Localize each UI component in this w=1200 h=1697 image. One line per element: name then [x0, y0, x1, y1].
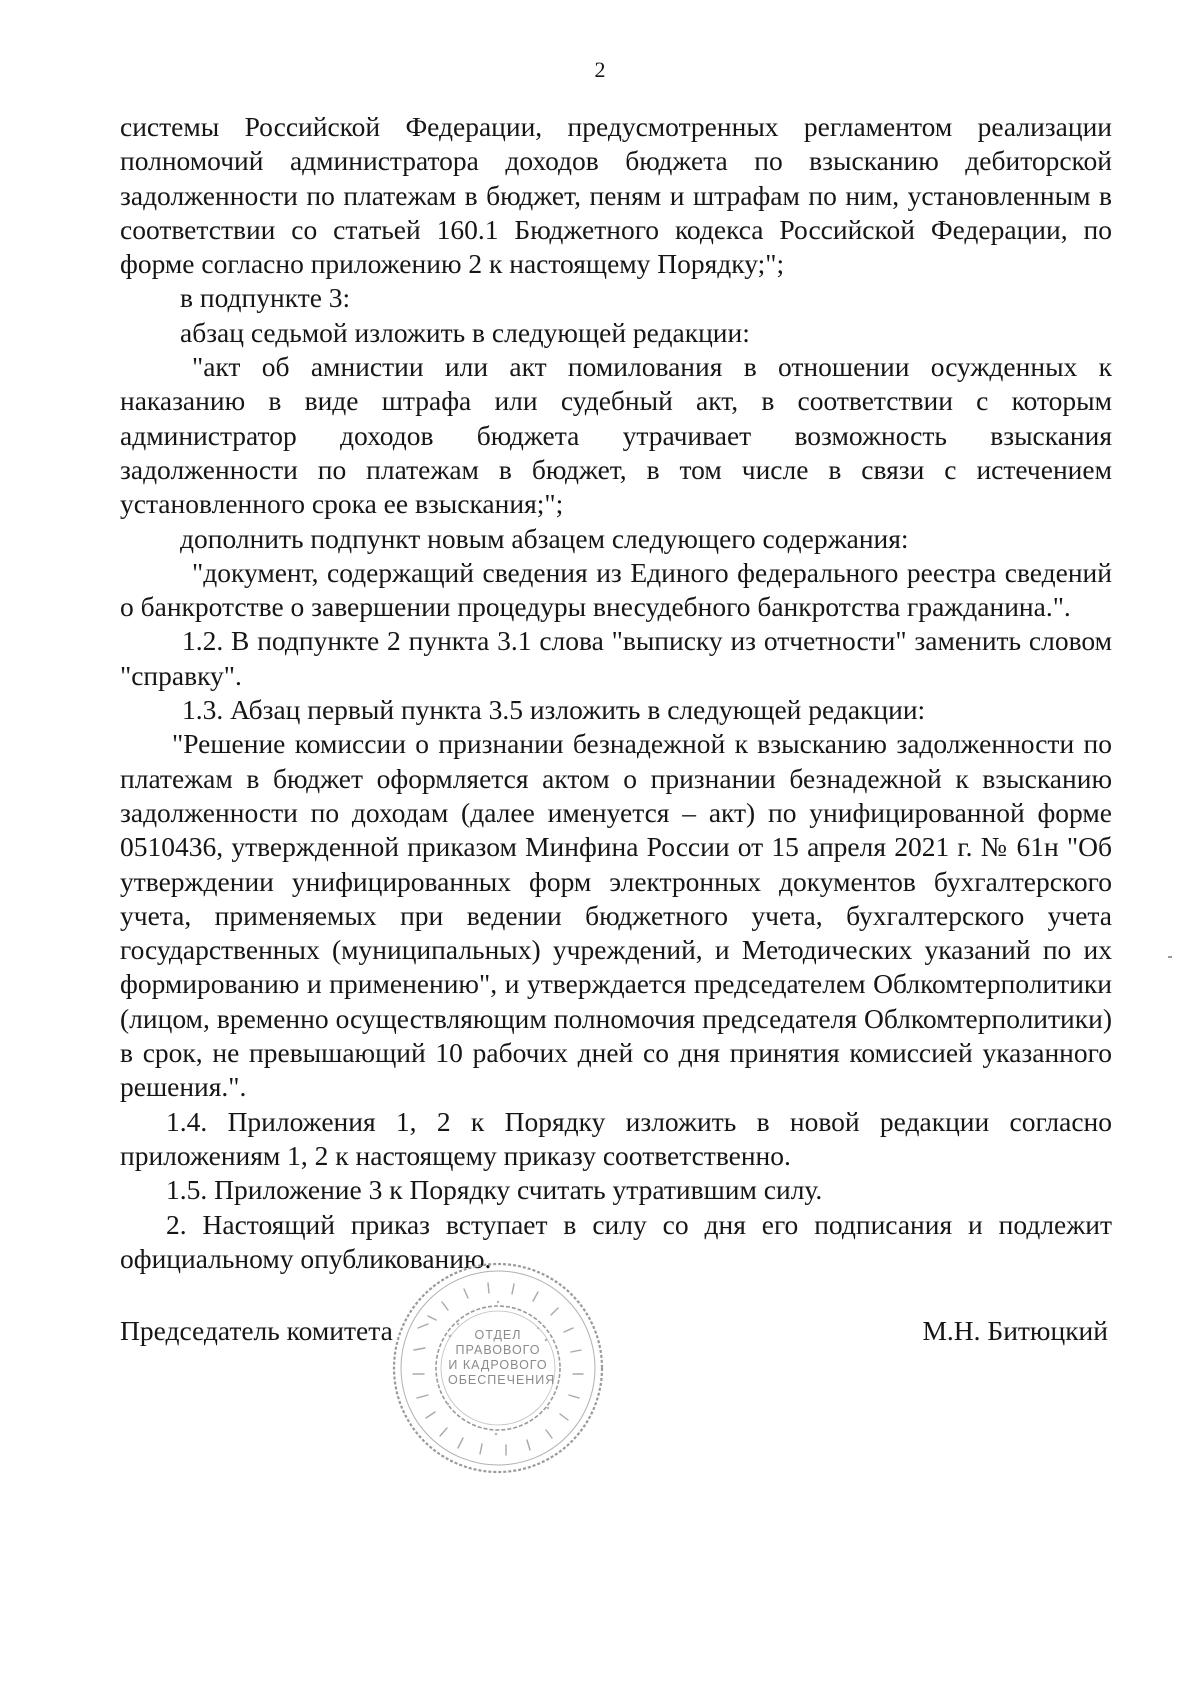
paragraph-subitem-3: в подпункте 3:: [180, 282, 351, 314]
paragraph-2: 2. Настоящий приказ вступает в силу со дня его подписания и подлежит официальному опубликованию.: [120, 1208, 1112, 1274]
signatory-name: М.Н. Битюцкий: [922, 1315, 1108, 1346]
stamp-line: ОБЕСПЕЧЕНИЯ: [448, 1373, 556, 1387]
stamp-line: И КАДРОВОГО: [448, 1358, 548, 1372]
stamp-text: [448, 1328, 556, 1388]
paragraph-quote-bankruptcy: "документ, содержащий сведения из Единого федерального реестра сведений о банкротстве о завершении процедуры внесудебного банкротства гражданина.".: [120, 556, 1112, 623]
stamp-line: ОТДЕЛ: [474, 1328, 522, 1342]
paragraph-continuation: системы Российской Федерации, предусмотренных регламентом реализации полномочий администратора доходов бюджета по взысканию дебиторской задолженности по платежам в бюджет, пеням и штрафам по ним, установленным в соответствии со статьей 160.1 Бюджетного кодекса Российской Федерации, по форме согласно приложению 2 к настоящему Порядку;";: [120, 111, 1112, 280]
paragraph-quote-decision: "Решение комиссии о признании безнадежной к взысканию задолженности по платежам в бюджет оформляется актом о признании безнадежной к взысканию задолженности по доходам (далее именуется – акт) по унифицированной форме 0510436, утвержденной приказом Минфина России от 15 апреля 2021 г. № 61н "Об утверждении унифицированных форм электронных документов бухгалтерского учета, применяемых при ведении бюджетного учета, бухгалтерского учета государственных (муниципальных) учреждений, и Методических указаний по их формированию и применению", и утверждается председателем Облкомтерполитики (лицом, временно осуществляющим полномочия председателя Облкомтерполитики) в срок, не превышающий 10 рабочих дней со дня принятия комиссией указанного решения.".: [120, 728, 1112, 1103]
paragraph-1-5: 1.5. Приложение 3 к Порядку считать утратившим силу.: [166, 1174, 823, 1206]
scan-speck: [1168, 956, 1172, 958]
paragraph-1-2: 1.2. В подпункте 2 пункта 3.1 слова "выписку из отчетности" заменить словом "справку".: [120, 625, 1112, 691]
paragraph-quote-amnesty: "акт об амнистии или акт помилования в отношении осужденных к наказанию в виде штрафа или судебный акт, в соответствии с которым администратор доходов бюджета утрачивает возможность взыскания задолженности по платежам в бюджет, в том числе в связи с истечением установленного срока ее взыскания;";: [120, 351, 1112, 520]
official-stamp: [388, 1258, 608, 1478]
paragraph-add-abzac: дополнить подпункт новым абзацем следующего содержания:: [180, 522, 909, 554]
signatory-position: Председатель комитета: [120, 1315, 393, 1346]
paragraph-1-4: 1.4. Приложения 1, 2 к Порядку изложить в новой редакции согласно приложениям 1, 2 к настоящему приказу соответственно.: [120, 1105, 1112, 1171]
paragraph-1-3: 1.3. Абзац первый пункта 3.5 изложить в следующей редакции:: [182, 694, 926, 726]
document-body: [120, 110, 1112, 1276]
stamp-line: ПРАВОВОГО: [455, 1343, 541, 1357]
page-number: 2: [594, 57, 606, 82]
paragraph-abzac-7: абзац седьмой изложить в следующей редакции:: [180, 316, 750, 348]
